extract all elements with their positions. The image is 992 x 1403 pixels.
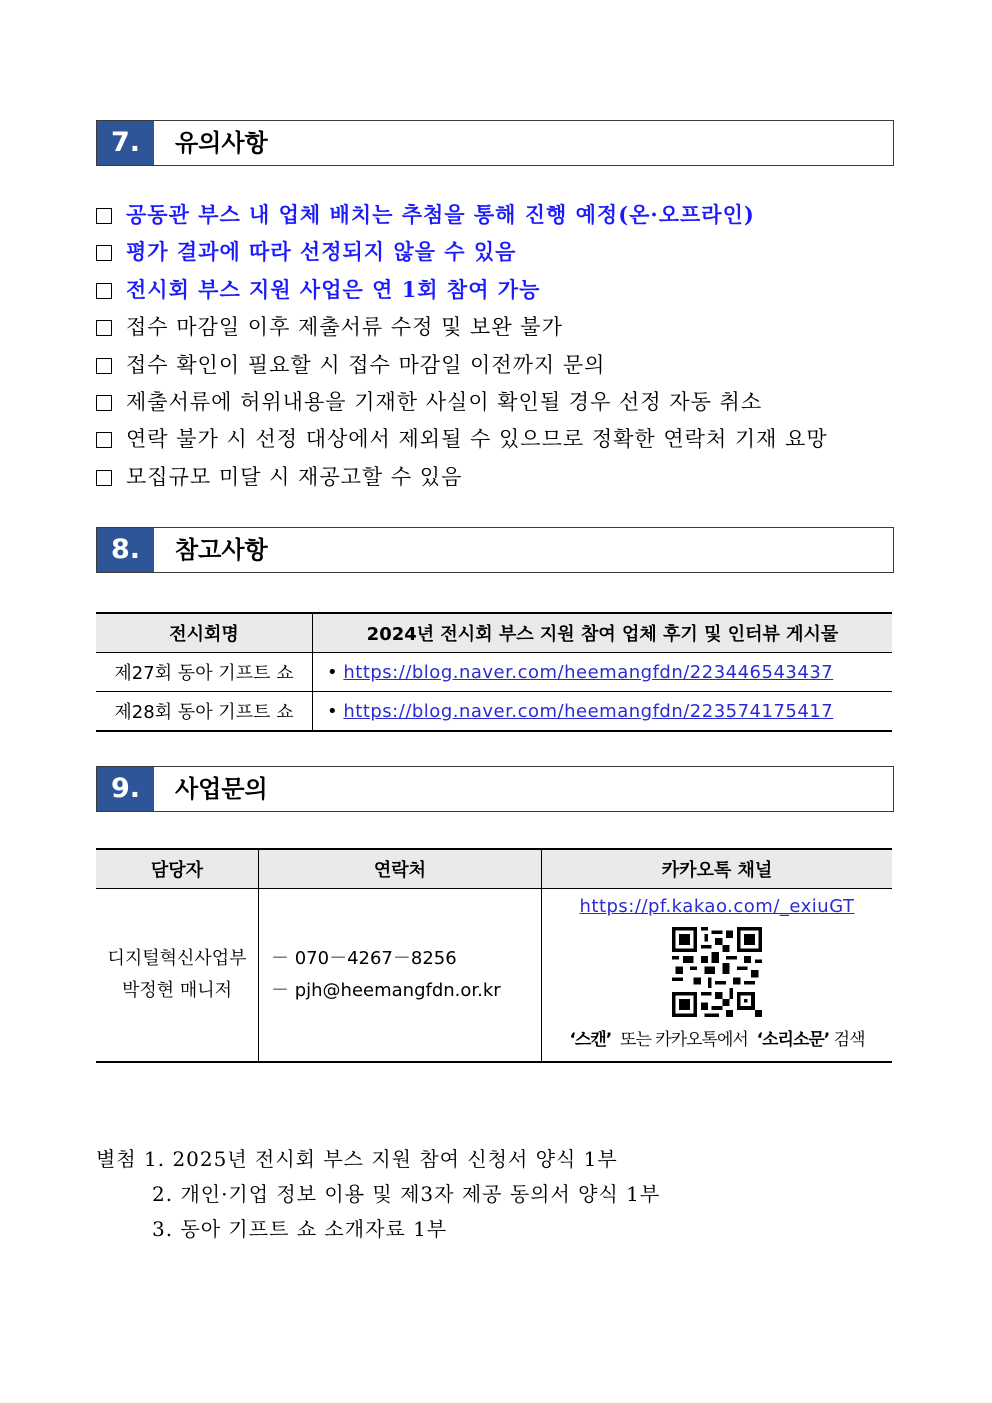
note-item (96, 312, 828, 349)
caption-or: 또는 카카오톡에서 (620, 1030, 748, 1050)
caption-scan: ‘스캔’ (569, 1030, 612, 1050)
note-text: 연락 불가 시 선정 대상에서 제외될 수 있으므로 정확한 연락처 기재 요망 (126, 427, 828, 452)
email-address: － pjh@heemangfdn.or.kr (271, 980, 501, 1001)
checkbox-icon (96, 283, 112, 299)
section-7-header (96, 120, 894, 166)
note-text: 전시회 부스 지원 사업은 연 1회 참여 가능 (126, 276, 541, 302)
phone-number: － 070－4267－8256 (271, 948, 457, 969)
kakao-channel-link[interactable]: https://pf.kakao.com/_exiuGT (579, 896, 855, 917)
section-8-header (96, 527, 894, 573)
checkbox-icon (96, 470, 112, 486)
attachment-item (96, 1177, 660, 1212)
attachments (96, 1142, 660, 1247)
checkbox-icon (96, 432, 112, 448)
kakao-cell (542, 889, 893, 1063)
notes-list (96, 200, 828, 499)
header-contact: 연락처 (259, 849, 542, 889)
caption-search-term: ‘소리소문’ (756, 1030, 830, 1050)
caption-search: 검색 (833, 1030, 865, 1050)
attachment-item (96, 1212, 660, 1247)
note-item (96, 350, 828, 387)
exhibition-name: 제27회 동아 기프트 쇼 (96, 653, 313, 692)
note-item (96, 462, 828, 499)
manager-name: 박정현 매니저 (121, 980, 233, 1001)
table-row (96, 889, 892, 1063)
section-9-number: 9. (97, 767, 154, 811)
attachment-item (96, 1142, 660, 1177)
manager-cell (96, 889, 259, 1063)
header-kakao: 카카오톡 채널 (542, 849, 893, 889)
note-text: 공동관 부스 내 업체 배치는 추첨을 통해 진행 예정(온·오프라인) (126, 202, 755, 227)
review-link[interactable]: https://blog.naver.com/heemangfdn/223574175417 (343, 700, 834, 722)
attachments-label: 별첨 (96, 1147, 137, 1171)
attachment-text: 2. 개인·기업 정보 이용 및 제3자 제공 동의서 양식 1부 (152, 1182, 661, 1206)
section-8-title: 참고사항 (175, 536, 268, 564)
reference-table (96, 612, 892, 732)
review-link[interactable]: https://blog.naver.com/heemangfdn/223446543437 (343, 661, 834, 683)
attachment-text: 1. 2025년 전시회 부스 지원 참여 신청서 양식 1부 (144, 1147, 618, 1171)
note-text: 모집규모 미달 시 재공고할 수 있음 (126, 464, 463, 489)
bullet: • (327, 661, 338, 683)
note-text: 접수 확인이 필요할 시 접수 마감일 이전까지 문의 (126, 352, 606, 377)
checkbox-icon (96, 208, 112, 224)
section-9-title: 사업문의 (175, 775, 268, 803)
review-link-cell (313, 653, 893, 692)
section-7-title: 유의사항 (175, 129, 268, 157)
manager-dept: 디지털혁신사업부 (107, 948, 247, 969)
bullet: • (327, 700, 338, 722)
note-item (96, 424, 828, 461)
checkbox-icon (96, 395, 112, 411)
table-row (96, 653, 892, 692)
checkbox-icon (96, 358, 112, 374)
note-item (96, 200, 828, 237)
table-row (96, 692, 892, 732)
header-manager: 담당자 (96, 849, 259, 889)
kakao-caption (542, 1025, 892, 1050)
review-link-cell (313, 692, 893, 732)
section-9-header (96, 766, 894, 812)
header-review-posts: 2024년 전시회 부스 지원 참여 업체 후기 및 인터뷰 게시물 (313, 613, 893, 653)
section-7-number: 7. (97, 121, 154, 165)
note-text: 제출서류에 허위내용을 기재한 사실이 확인될 경우 선정 자동 취소 (126, 389, 763, 414)
note-item (96, 237, 828, 274)
qr-code-icon[interactable] (672, 927, 762, 1017)
table-header-row (96, 613, 892, 653)
contact-cell (259, 889, 542, 1063)
exhibition-name: 제28회 동아 기프트 쇼 (96, 692, 313, 732)
header-exhibition-name: 전시회명 (96, 613, 313, 653)
contact-table (96, 848, 892, 1063)
note-item (96, 387, 828, 424)
table-header-row (96, 849, 892, 889)
checkbox-icon (96, 320, 112, 336)
note-item (96, 275, 828, 312)
attachment-text: 3. 동아 기프트 쇼 소개자료 1부 (152, 1217, 448, 1241)
note-text: 평가 결과에 따라 선정되지 않을 수 있음 (126, 239, 517, 265)
section-8-number: 8. (97, 528, 154, 572)
checkbox-icon (96, 245, 112, 261)
note-text: 접수 마감일 이후 제출서류 수정 및 보완 불가 (126, 315, 563, 340)
